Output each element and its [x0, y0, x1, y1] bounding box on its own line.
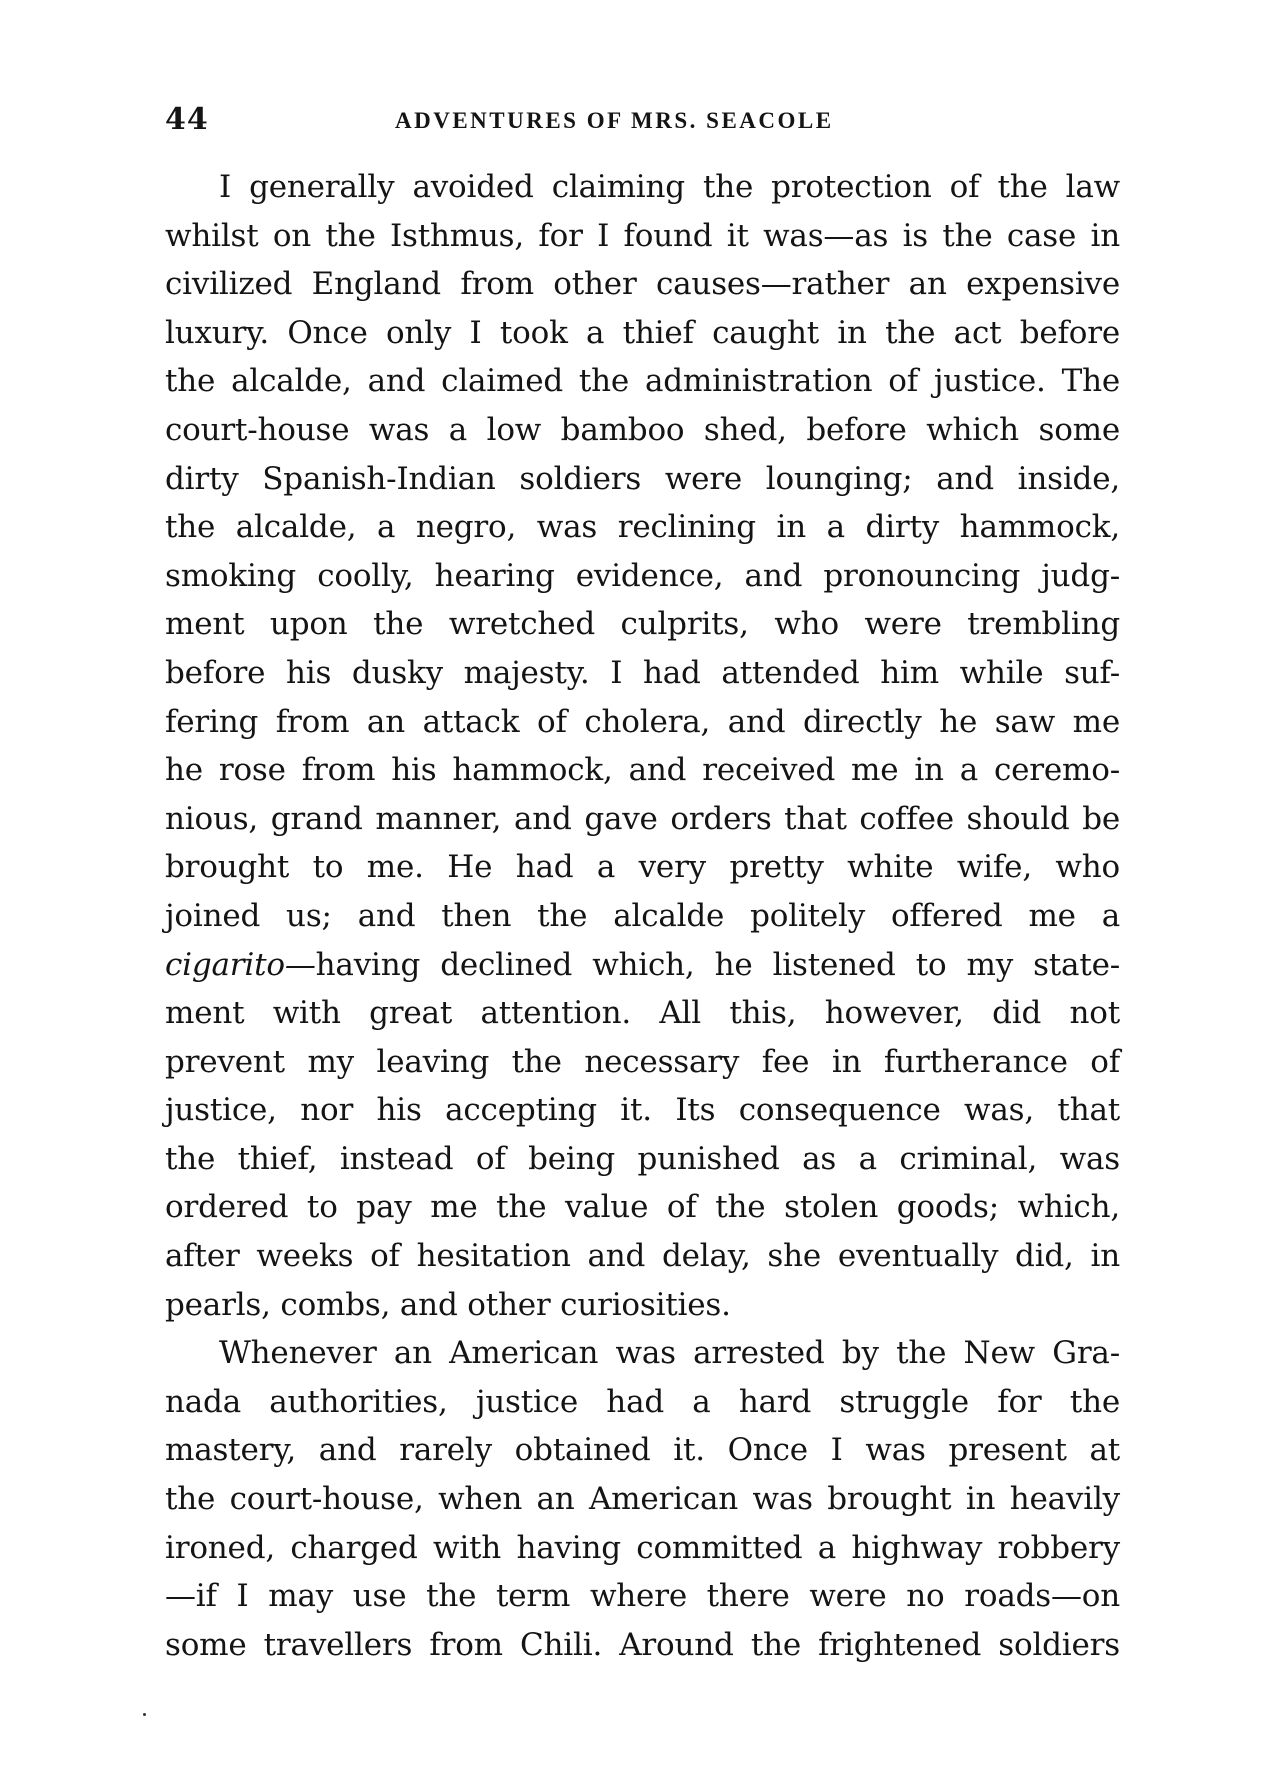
text-line: fering from an attack of cholera, and directly he saw me: [165, 703, 1120, 740]
text-line: luxury. Once only I took a thief caught in the act before: [165, 314, 1120, 351]
text-line: after weeks of hesitation and delay, she eventually did, in: [165, 1238, 1120, 1275]
paragraph-1: [165, 163, 1120, 1329]
text-line: ment with great attention. All this, however, did not: [165, 995, 1120, 1032]
text-line: nada authorities, justice had a hard struggle for the: [165, 1383, 1120, 1420]
scan-speck: [143, 1713, 146, 1716]
text-line: the thief, instead of being punished as a criminal, was: [165, 1140, 1120, 1177]
text-line: whilst on the Isthmus, for I found it was—as is the case in: [165, 217, 1120, 254]
text-line: ordered to pay me the value of the stolen goods; which,: [165, 1189, 1120, 1226]
text-line: the alcalde, a negro, was reclining in a dirty hammock,: [165, 509, 1120, 546]
text-line: justice, nor his accepting it. Its consequence was, that: [165, 1092, 1120, 1129]
running-head: [165, 100, 1115, 140]
text-line: joined us; and then the alcalde politely offered me a: [165, 897, 1120, 934]
running-title: ADVENTURES OF MRS. SEACOLE: [395, 108, 834, 133]
text-line: before his dusky majesty. I had attended him while suf-: [165, 654, 1120, 691]
paragraph-2: [165, 1329, 1120, 1669]
text-line: the court-house, when an American was brought in heavily: [165, 1481, 1120, 1518]
text-line: ironed, charged with having committed a highway robbery: [165, 1529, 1120, 1566]
text-line: pearls, combs, and other curiosities.: [165, 1286, 731, 1323]
text-line: smoking coolly, hearing evidence, and pronouncing judg-: [165, 557, 1120, 594]
text-line: I generally avoided claiming the protection of the law: [219, 169, 1120, 205]
text-line: brought to me. He had a very pretty white wife, who: [165, 849, 1120, 886]
text-line-rest: having declined which, he listened to my state-: [315, 946, 1120, 983]
text-line: court-house was a low bamboo shed, before which some: [165, 411, 1120, 448]
italic-word-cigarito: cigarito—: [165, 946, 316, 983]
text-line: he rose from his hammock, and received me in a ceremo-: [165, 752, 1120, 789]
text-line: mastery, and rarely obtained it. Once I was present at: [165, 1432, 1120, 1469]
text-line: Whenever an American was arrested by the New Gra-: [219, 1335, 1120, 1372]
text-line: some travellers from Chili. Around the frightened soldiers: [165, 1626, 1120, 1663]
text-line: —if I may use the term where there were no roads—on: [165, 1578, 1120, 1615]
text-line: civilized England from other causes—rather an expensive: [165, 266, 1120, 303]
body-text: [165, 163, 1120, 1669]
text-line-with-italic: [165, 941, 1120, 990]
text-line: ment upon the wretched culprits, who were trembling: [165, 606, 1120, 643]
text-line: dirty Spanish-Indian soldiers were lounging; and inside,: [165, 460, 1120, 497]
text-line: nious, grand manner, and gave orders that coffee should be: [165, 800, 1120, 837]
page-number: 44: [165, 102, 209, 137]
text-line: prevent my leaving the necessary fee in furtherance of: [165, 1043, 1120, 1080]
text-line: the alcalde, and claimed the administration of justice. The: [165, 363, 1120, 400]
